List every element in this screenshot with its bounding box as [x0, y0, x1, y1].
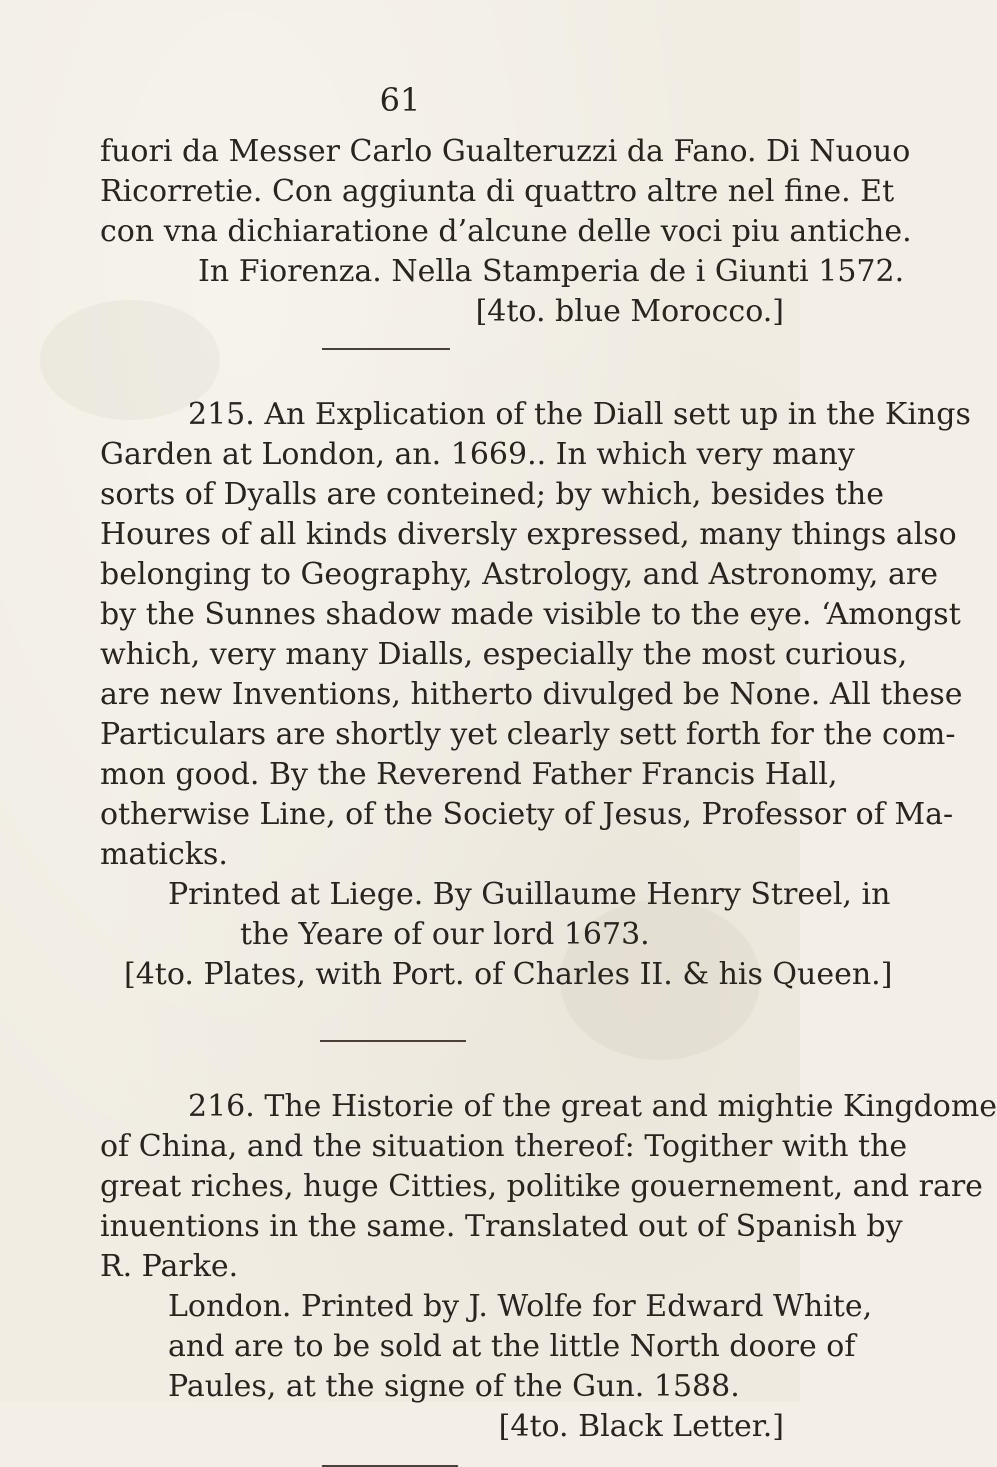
entry-line: Particulars are shortly yet clearly sett forth for the com- — [100, 717, 956, 752]
entry-line: are new Inventions, hitherto divulged be None. All these — [100, 677, 963, 712]
format-binding-note: [4to. Black Letter.] — [498, 1409, 784, 1444]
catalogue-entry-continued — [100, 132, 912, 332]
imprint-line: Paules, at the signe of the Gun. 1588. — [168, 1369, 740, 1404]
entry-line: great riches, huge Citties, politike gouernement, and rare — [100, 1169, 983, 1204]
entry-line: by the Sunnes shadow made visible to the eye. ‘Amongst — [100, 597, 961, 632]
entry-title-line: 216. The Historie of the great and mightie Kingdome — [188, 1089, 997, 1124]
entry-divider — [320, 1040, 466, 1042]
imprint-line: In Fiorenza. Nella Stamperia de i Giunti 1572. — [198, 254, 905, 289]
entry-divider — [322, 348, 450, 350]
page-number: 61 — [379, 81, 421, 119]
imprint-line: and are to be sold at the little North doore of — [168, 1329, 856, 1364]
entry-line: maticks. — [100, 837, 228, 872]
imprint-line: the Yeare of our lord 1673. — [240, 917, 650, 952]
entry-title-line: 215. An Explication of the Diall sett up in the Kings — [188, 397, 971, 432]
entry-line: which, very many Dialls, especially the most curious, — [100, 637, 908, 672]
entry-line: otherwise Line, of the Society of Jesus, Professor of Ma- — [100, 797, 954, 832]
catalogue-entry-216 — [100, 1087, 997, 1447]
entry-line: of China, and the situation thereof: Togither with the — [100, 1129, 908, 1164]
entry-line: Garden at London, an. 1669.. In which very many — [100, 437, 855, 472]
entry-line: con vna dichiaratione d’alcune delle voci piu antiche. — [100, 214, 912, 249]
entry-line: inuentions in the same. Translated out of Spanish by — [100, 1209, 903, 1244]
format-binding-note: [4to. blue Morocco.] — [475, 294, 784, 329]
entry-line: Ricorretie. Con aggiunta di quattro altre nel fine. Et — [100, 174, 895, 209]
entry-line: fuori da Messer Carlo Gualteruzzi da Fano. Di Nuouo — [100, 134, 911, 169]
entry-line: mon good. By the Reverend Father Francis Hall, — [100, 757, 838, 792]
entry-line: Houres of all kinds diversly expressed, many things also — [100, 517, 957, 552]
imprint-line: Printed at Liege. By Guillaume Henry Streel, in — [168, 877, 891, 912]
entry-line: R. Parke. — [100, 1249, 239, 1284]
entry-line: sorts of Dyalls are conteined; by which, besides the — [100, 477, 884, 512]
format-binding-note: [4to. Plates, with Port. of Charles II. & his Queen.] — [124, 957, 893, 992]
imprint-line: London. Printed by J. Wolfe for Edward White, — [168, 1289, 873, 1324]
catalogue-entry-215 — [100, 395, 971, 995]
entry-line: belonging to Geography, Astrology, and Astronomy, are — [100, 557, 938, 592]
